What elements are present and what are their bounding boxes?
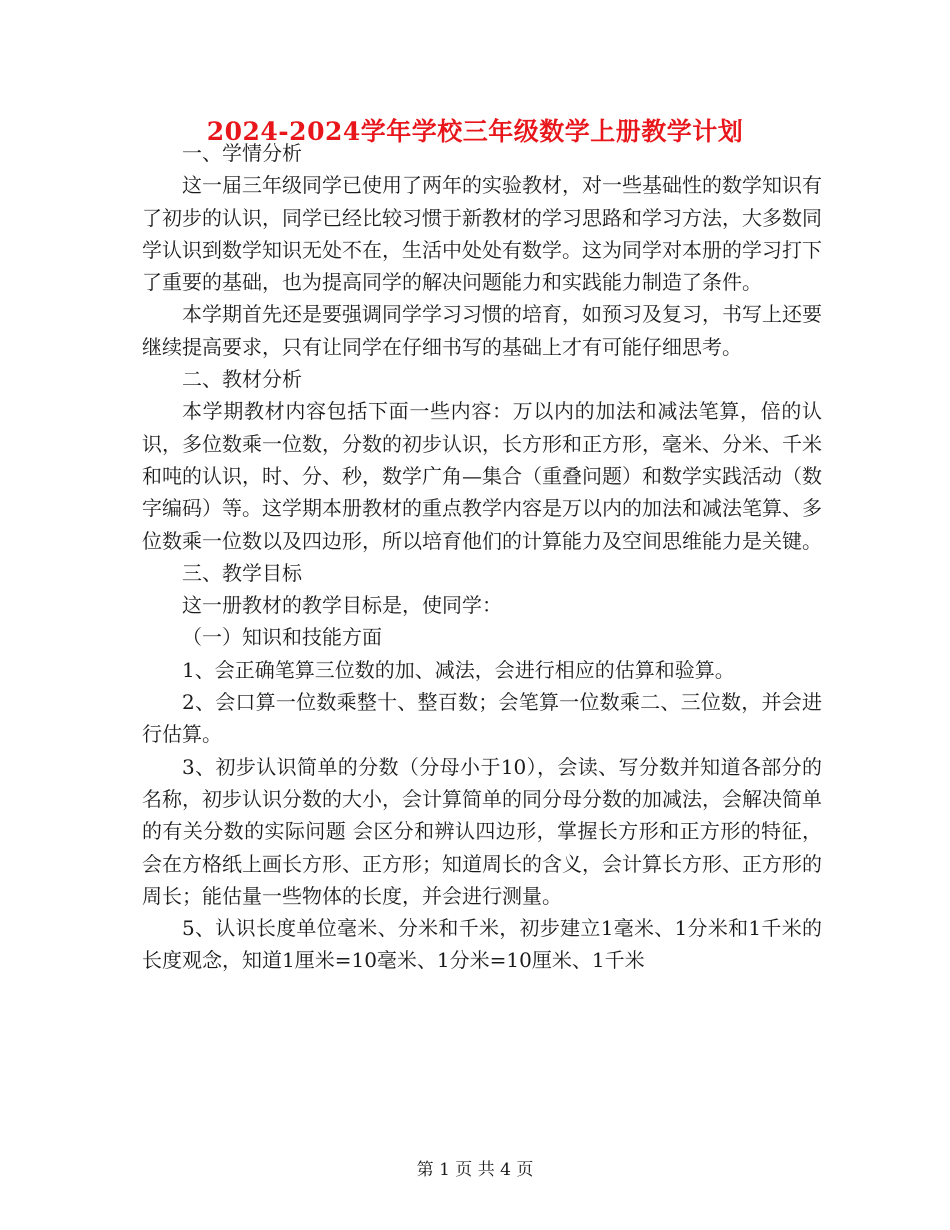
section-heading: 一、学情分析 (182, 141, 302, 165)
list-item: 2、会口算一位数乘整十、整百数；会笔算一位数乘二、三位数，并会进行估算。 (142, 690, 822, 747)
paragraph: 这一册教材的教学目标是，使同学： (182, 593, 502, 618)
document-title: 2024-2024学年学校三年级数学上册教学计划 (206, 117, 744, 146)
list-item: 1、会正确笔算三位数的加、减法，会进行相应的估算和验算。 (182, 657, 735, 682)
paragraph: 本学期教材内容包括下面一些内容：万以内的加法和减法笔算，倍的认识，多位数乘一位数，分数的初步认识，长方形和正方形，毫米、分米、千米和吨的认识，时、分、秒，数学广角—集合（重叠问题）和数学实践活动（数字编码）等。这学期本册教材的重点教学内容是万以内的加法和减法笔算、多位数乘一位数以及四边形，所以培育他们的计算能力及空间思维能力是关键。 (142, 399, 822, 553)
section-heading: 二、教材分析 (182, 367, 302, 392)
document-body (142, 137, 822, 977)
paragraph: 本学期首先还是要强调同学学习习惯的培育，如预习及复习，书写上还要继续提高要求，只有让同学在仔细书写的基础上才有可能仔细思考。 (142, 302, 822, 359)
section-heading: 三、教学目标 (182, 560, 302, 585)
paragraph: 这一届三年级同学已使用了两年的实验教材，对一些基础性的数学知识有了初步的认识，同学已经比较习惯于新教材的学习思路和学习方法，大多数同学认识到数学知识无处不在，生活中处处有数学。这为同学对本册的学习打下了重要的基础，也为提高同学的解决问题能力和实践能力制造了条件。 (142, 173, 822, 295)
list-item: 5、认识长度单位毫米、分米和千米，初步建立1毫米、1分米和1千米的长度观念，知道1厘米=10毫米、1分米=10厘米、1千米 (142, 916, 822, 973)
list-item: 3、初步认识简单的分数（分母小于10），会读、写分数并知道各部分的名称，初步认识分数的大小，会计算简单的同分母分数的加减法，会解决简单的有关分数的实际问题 会区分和辨认四边形，掌握长方形和正方形的特征，会在方格纸上画长方形、正方形；知道周长的含义，会计算长方形、正方形的周长；能估量一些物体的长度，并会进行测量。 (142, 754, 822, 908)
subsection-heading: （一）知识和技能方面 (182, 625, 382, 650)
page-footer: 第 1 页 共 4 页 (416, 1160, 534, 1180)
